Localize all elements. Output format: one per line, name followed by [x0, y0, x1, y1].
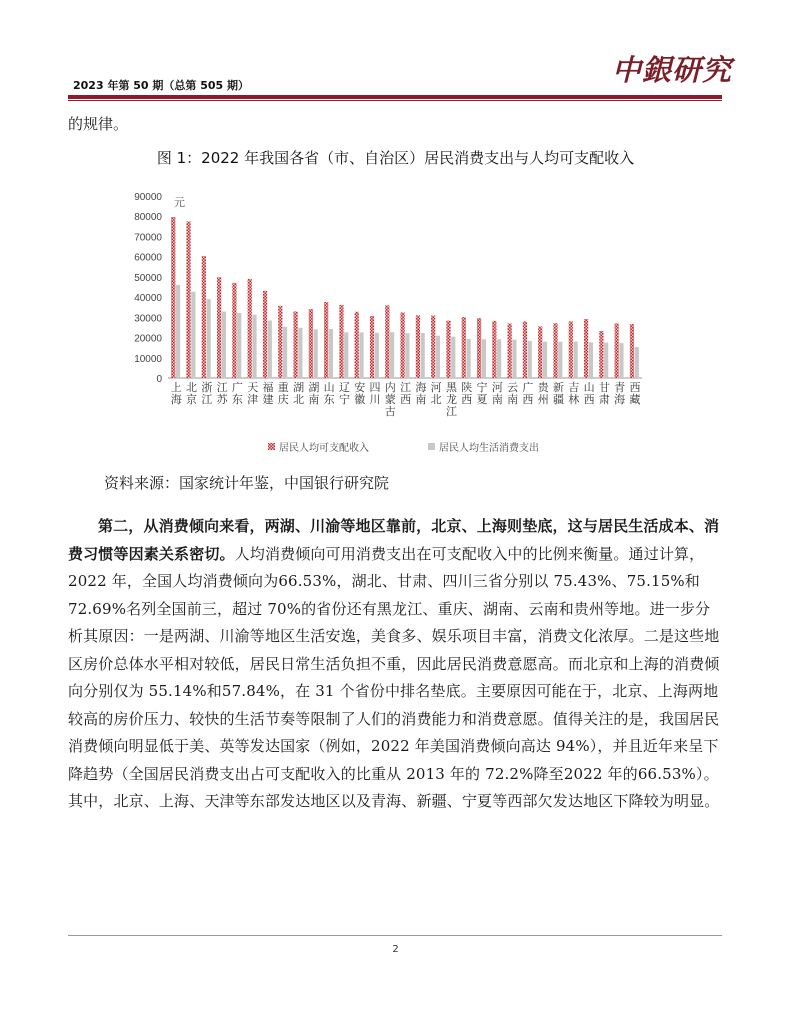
footer-divider: [68, 935, 722, 936]
bar-income-浙江: [202, 256, 206, 378]
bar-income-上海: [171, 217, 175, 378]
bar-income-海南: [416, 315, 420, 378]
bar-consumption-浙江: [207, 299, 211, 378]
x-tick-label: 浙江: [201, 381, 213, 406]
bar-consumption-陕西: [466, 339, 470, 378]
bar-consumption-山东: [329, 329, 333, 378]
x-tick-label: 贵州: [537, 381, 549, 406]
bar-income-安徽: [355, 312, 359, 378]
bar-income-江西: [401, 312, 405, 378]
bar-consumption-河北: [436, 336, 440, 378]
bar-income-湖北: [293, 311, 297, 378]
bar-consumption-辽宁: [344, 332, 348, 378]
x-tick-label: 甘肃: [598, 381, 610, 406]
bar-income-天津: [248, 279, 252, 378]
bar-consumption-江西: [405, 333, 409, 378]
bar-income-青海: [615, 323, 619, 378]
bar-income-重庆: [278, 306, 282, 378]
x-tick-label: 福建: [262, 381, 274, 406]
bar-consumption-贵州: [543, 342, 547, 378]
bar-consumption-重庆: [283, 327, 287, 378]
x-tick-label: 江苏: [216, 381, 228, 406]
boc-research-logo: 中銀研究: [612, 53, 733, 87]
bar-income-宁夏: [477, 318, 481, 378]
legend-swatch-income: [268, 443, 275, 450]
bar-income-江苏: [217, 277, 221, 378]
bar-consumption-云南: [512, 340, 516, 378]
bar-consumption-海南: [421, 333, 425, 378]
body-paragraph: [68, 513, 724, 816]
x-tick-label: 山东: [323, 381, 335, 406]
bar-income-湖南: [309, 309, 313, 378]
bar-income-内蒙古: [385, 305, 389, 378]
bar-income-西藏: [630, 324, 634, 378]
y-tick-label: 60000: [134, 252, 162, 264]
legend-label-consumption: 居民人均生活消费支出: [439, 443, 539, 454]
x-tick-label: 海南: [415, 381, 427, 406]
y-axis-unit: 元: [174, 196, 185, 209]
bar-income-河南: [492, 321, 496, 378]
bar-income-山西: [584, 319, 588, 378]
x-tick-label: 上海: [170, 381, 182, 406]
bar-income-陕西: [462, 317, 466, 378]
x-tick-label: 宁夏: [476, 381, 488, 406]
y-tick-label: 20000: [134, 333, 162, 345]
bar-income-四川: [370, 316, 374, 378]
bar-consumption-安徽: [359, 332, 363, 378]
x-tick-label: 青海: [614, 381, 626, 406]
x-tick-label: 天津: [247, 381, 259, 406]
bar-consumption-四川: [375, 333, 379, 378]
x-tick-label: 山西: [583, 381, 595, 406]
bar-consumption-宁夏: [482, 339, 486, 378]
x-tick-label: 北京: [186, 381, 198, 406]
issue-number: 2023 年第 50 期（总第 505 期）: [73, 79, 250, 92]
x-tick-label: 陕西: [461, 381, 473, 406]
bar-consumption-天津: [252, 315, 256, 378]
y-tick-label: 30000: [134, 313, 162, 325]
bar-income-山东: [324, 302, 328, 378]
bar-consumption-新疆: [558, 342, 562, 378]
x-tick-label: 广西: [522, 381, 534, 406]
bar-consumption-黑龙江: [451, 337, 455, 378]
bar-consumption-湖南: [314, 329, 318, 378]
paragraph-bold-lead: 第二，从消费倾向来看，两湖、川渝等地区靠前，北京、上海则垫底，这与居民生活成本、消费习惯等因素关系密切。: [68, 517, 720, 563]
bar-income-黑龙江: [446, 321, 450, 378]
header-divider-thin: [68, 100, 722, 101]
bar-consumption-广东: [237, 313, 241, 378]
x-tick-label: 湖北: [293, 381, 305, 406]
x-tick-label: 河北: [430, 381, 442, 406]
x-tick-label: 广东: [231, 381, 243, 406]
y-tick-label: 0: [156, 374, 162, 385]
x-tick-label: 江西: [400, 381, 412, 406]
bar-consumption-福建: [268, 320, 272, 378]
x-tick-label: 重庆: [277, 381, 289, 406]
header-divider: [68, 95, 722, 99]
bar-consumption-西藏: [635, 347, 639, 378]
bar-income-北京: [186, 221, 190, 378]
bar-income-新疆: [553, 323, 557, 378]
x-tick-label: 内蒙古: [384, 381, 396, 418]
legend-swatch-consumption: [428, 443, 435, 450]
x-tick-label: 湖南: [308, 381, 320, 406]
bar-income-辽宁: [339, 305, 343, 378]
x-tick-label: 新疆: [553, 381, 565, 406]
y-tick-label: 10000: [134, 353, 162, 365]
lead-text: 的规律。: [68, 115, 129, 133]
x-tick-label: 四川: [369, 381, 381, 406]
bar-consumption-内蒙古: [390, 332, 394, 378]
paragraph-text: 人均消费倾向可用消费支出在可支配收入中的比例来衡量。通过计算，2022 年，全国人均消费倾向为66.53%，湖北、甘肃、四川三省分别以 75.43%、75.15%和 72.69%名列全国前三，超过 70%的省份还有黑龙江、重庆、湖南、云南和贵州等地。进一步分析其原因：一是两湖、川渝等地区生活安逸，美食多、娱乐项目丰富，消费文化浓厚。二是这些地区房价总体水平相对较低，居民日常生活负担不重，因此居民消费意愿高。而北京和上海的消费倾向分别仅为 55.14%和57.84%，在 31 个省份中排名垫底。主要原因可能在于，北京、上海两地较高的房价压力、较快的生活节奏等限制了人们的消费能力和消费意愿。值得关注的是，我国居民消费倾向明显低于美、英等发达国家（例如，2022 年美国消费倾向高达 94%），并且近年来呈下降趋势（全国居民消费支出占可支配收入的比重从 2013 年的 72.2%降至2022 年的66.53%）。其中，北京、上海、天津等东部发达地区以及青海、新疆、宁夏等西部欠发达地区下降较为明显。: [68, 544, 720, 810]
y-tick-label: 70000: [134, 232, 162, 244]
bar-income-河北: [431, 316, 435, 378]
bar-consumption-上海: [176, 285, 180, 378]
bar-consumption-湖北: [298, 328, 302, 378]
page-number: 2: [392, 944, 399, 955]
bar-consumption-河南: [497, 339, 501, 378]
bar-consumption-吉林: [573, 341, 577, 378]
bar-income-云南: [508, 324, 512, 378]
bar-consumption-广西: [528, 341, 532, 378]
bar-consumption-江苏: [222, 312, 226, 378]
bar-consumption-青海: [619, 343, 623, 378]
bar-consumption-甘肃: [604, 343, 608, 378]
x-tick-label: 河南: [491, 381, 503, 406]
bar-income-广西: [523, 321, 527, 378]
x-tick-label: 云南: [507, 381, 519, 406]
bar-income-广东: [232, 283, 236, 378]
income-consumption-chart: [110, 180, 670, 465]
bar-income-甘肃: [599, 331, 603, 378]
y-tick-label: 90000: [134, 192, 162, 203]
bar-income-福建: [263, 291, 267, 378]
bar-income-吉林: [569, 321, 573, 378]
legend-label-income: 居民人均可支配收入: [279, 443, 369, 454]
figure-title: 图 1：2022 年我国各省（市、自治区）居民消费支出与人均可支配收入: [156, 149, 635, 167]
y-tick-label: 40000: [134, 293, 162, 305]
x-tick-label: 西藏: [629, 381, 641, 406]
y-tick-label: 50000: [134, 272, 162, 284]
bar-consumption-山西: [589, 342, 593, 378]
bar-income-贵州: [538, 326, 542, 378]
x-tick-label: 吉林: [568, 381, 580, 406]
y-tick-label: 80000: [134, 212, 162, 224]
figure-source: 资料来源：国家统计年鉴，中国银行研究院: [104, 474, 390, 492]
bar-consumption-北京: [191, 292, 195, 378]
x-tick-label: 黑龙江: [445, 381, 457, 418]
x-tick-label: 安徽: [354, 381, 366, 406]
x-tick-label: 辽宁: [338, 381, 350, 406]
